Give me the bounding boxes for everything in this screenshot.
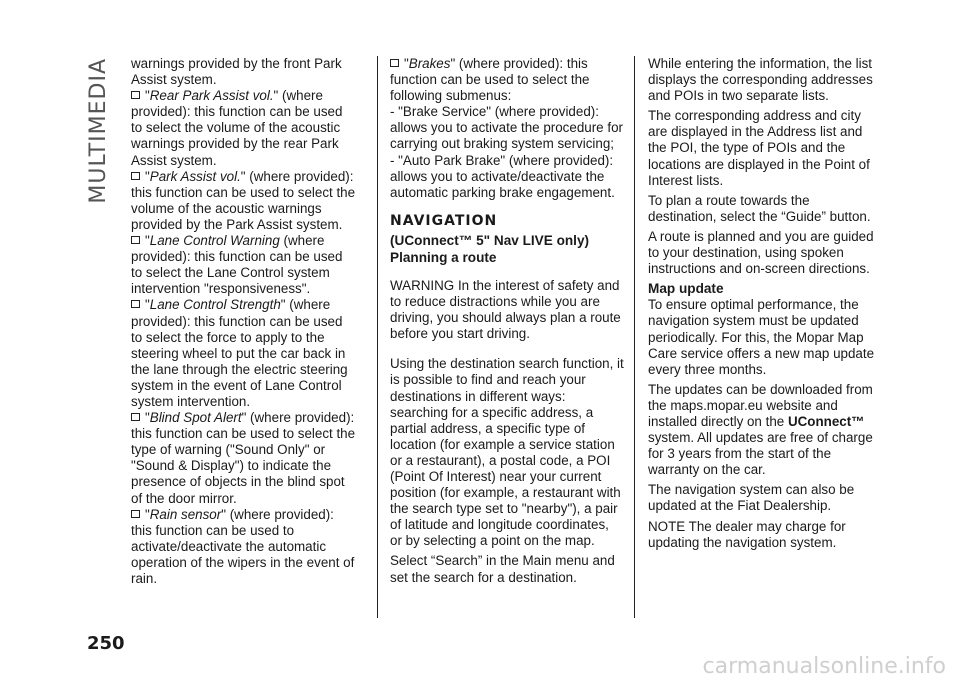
- column-3: [648, 56, 878, 555]
- square-bullet-icon: [131, 510, 140, 518]
- square-bullet-icon: [390, 59, 399, 67]
- warning-text: WARNING In the interest of safety and to reduce distractions while you are driving, you should always plan a route before you start driving.: [390, 277, 621, 342]
- sub-heading: Planning a route: [390, 249, 497, 265]
- body-paragraph: Using the destination search function, it is possible to find and reach your destinations in different ways: searching for a specific address, a partial address, a specific type of location (for example a service station or a restaurant), a postal code, a POI (Point Of Interest) near your current position (for example, a restaurant with the search type set to "nearby"), a pair of latitude and longitude coordinates, or by selecting a point on the map.: [390, 356, 624, 549]
- intro-text: warnings provided by the front Park Assist system.: [131, 56, 342, 88]
- body-paragraph: To plan a route towards the destination, select the “Guide” button.: [648, 192, 871, 224]
- column-2: [390, 56, 624, 586]
- square-bullet-icon: [131, 300, 140, 308]
- list-item: "Blind Spot Alert" (where provided): this function can be used to select the type of warning ("Sound Only" or "Sound & Display") to indicate the presence of objects in the blind spot of the door mirror.: [131, 410, 356, 506]
- body-paragraph: The navigation system can also be updated at the Fiat Dealership.: [648, 482, 855, 514]
- body-paragraph: Select “Search” in the Main menu and set the search for a destination.: [390, 553, 615, 585]
- body-paragraph: To ensure optimal performance, the navigation system must be updated periodically. For this, the Mopar Map Care service offers a new map update every three months.: [648, 297, 875, 377]
- note-text: NOTE The dealer may charge for updating the navigation system.: [648, 518, 846, 550]
- square-bullet-icon: [131, 236, 140, 244]
- section-title: MULTIMEDIA: [86, 58, 111, 204]
- list-item: "Lane Control Strength" (where provided): this function can be used to select the force to apply to the steering wheel to put the car back in the lane through the electric steering system in the event of Lane Control system intervention.: [131, 297, 348, 409]
- section-heading: NAVIGATION: [390, 212, 498, 229]
- body-paragraph: The corresponding address and city are displayed in the Address list and the POI, the type of POIs and the locations are displayed in the Point of Interest lists.: [648, 108, 870, 188]
- list-item: "Brakes" (where provided): this function can be used to select the following submenus:: [390, 56, 590, 104]
- list-item: "Lane Control Warning (where provided): this function can be used to select the Lane Control system intervention "responsiveness".: [131, 233, 343, 297]
- list-item: "Rain sensor" (where provided): this function can be used to activate/deactivate the automatic operation of the wipers in the event of rain.: [131, 506, 355, 586]
- page-number: 250: [87, 633, 125, 654]
- column-divider: [377, 56, 378, 618]
- list-item: "Rear Park Assist vol." (where provided): this function can be used to select the volume of the acoustic warnings provided by the rear Park Assist system.: [131, 88, 343, 168]
- submenu-text: - "Brake Service" (where provided): allows you to activate the procedure for carrying out braking system servicing;: [390, 104, 623, 152]
- body-paragraph: A route is planned and you are guided to your destination, using spoken instructions and on-screen directions.: [648, 228, 874, 277]
- column-divider: [634, 56, 635, 618]
- submenu-text: - "Auto Park Brake" (where provided): allows you to activate/deactivate the automatic parking brake engagement.: [390, 152, 615, 200]
- square-bullet-icon: [131, 413, 140, 421]
- body-paragraph: While entering the information, the list displays the corresponding addresses and POIs in two separate lists.: [648, 56, 873, 104]
- square-bullet-icon: [131, 172, 140, 180]
- body-paragraph: The updates can be downloaded from the maps.mopar.eu website and installed directly on the UConnect™ system. All updates are free of charge for 3 years from the start of the warranty on the car.: [648, 381, 873, 478]
- section-heading: Map update: [648, 281, 724, 297]
- list-item: "Park Assist vol." (where provided): this function can be used to select the volume of the acoustic warnings provided by the Park Assist system.: [131, 168, 356, 232]
- sub-heading: (UConnect™ 5" Nav LIVE only): [390, 232, 590, 248]
- watermark: carmanualsonline.info: [702, 654, 946, 679]
- square-bullet-icon: [131, 91, 140, 99]
- column-1: [131, 56, 356, 587]
